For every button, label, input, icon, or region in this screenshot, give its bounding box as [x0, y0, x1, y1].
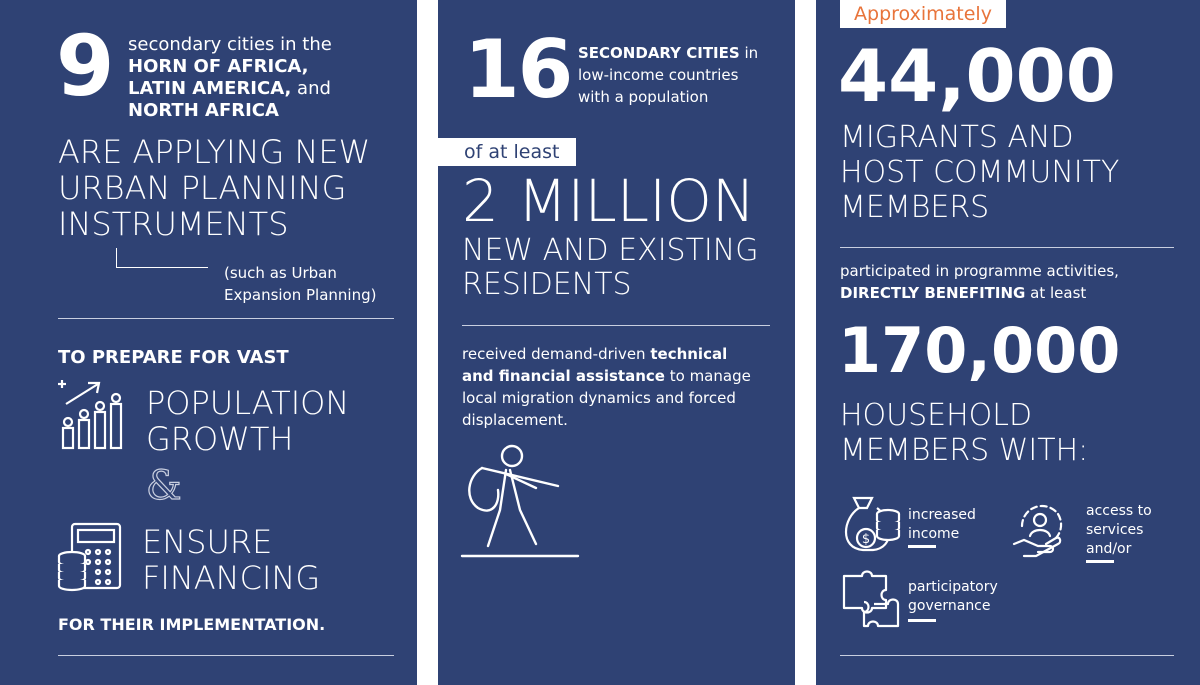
benefit-line: income: [908, 526, 960, 542]
migrants-text: [840, 120, 1119, 225]
migrants-line: MEMBERS: [840, 190, 990, 225]
benefit-underline: [908, 619, 936, 622]
divider: [58, 655, 394, 656]
footer-implementation: FOR THEIR IMPLEMENTATION.: [58, 615, 326, 634]
benefit-services: [1086, 502, 1152, 559]
note-line: (such as Urban: [224, 264, 337, 282]
big-number-44000: 44,000: [838, 34, 1116, 118]
assist-bold: technical: [650, 345, 728, 363]
cities-line: low-income countries: [578, 66, 739, 84]
population-growth-icon: [56, 378, 128, 452]
household-line: HOUSEHOLD: [840, 398, 1033, 433]
benefit-line: increased: [908, 507, 976, 523]
divider: [840, 247, 1174, 248]
cities-in: in: [739, 44, 759, 62]
connector-vertical: [116, 248, 117, 268]
cities-text: [578, 42, 788, 108]
calculator-coins-icon: [56, 522, 124, 594]
region-north-africa: NORTH AFRICA: [128, 100, 279, 121]
goal-line: POPULATION: [146, 384, 350, 422]
intro-and: and: [291, 78, 331, 99]
tag-approximately: Approximately: [840, 0, 1006, 28]
participated-text: [840, 260, 1190, 304]
benefit-line: access to: [1086, 503, 1152, 519]
migrants-line: HOST COMMUNITY: [840, 155, 1120, 190]
benefit-underline: [1086, 560, 1114, 563]
benefit-underline: [908, 545, 936, 548]
region-latin-america: LATIN AMERICA,: [128, 78, 292, 99]
participated-line: at least: [1025, 284, 1087, 302]
stat-2-million: 2 MILLION: [462, 167, 756, 235]
goal-line: ENSURE: [142, 523, 273, 561]
tag-of-at-least: of at least: [438, 138, 576, 166]
intro-text: [128, 34, 408, 122]
benefit-governance: [908, 578, 998, 616]
connector-horizontal: [116, 267, 208, 268]
assist-text: received demand-driven: [462, 345, 651, 363]
svg-text:$: $: [861, 532, 871, 547]
cities-bold: SECONDARY CITIES: [578, 44, 740, 62]
benefit-income: [908, 506, 976, 544]
big-number-9: 9: [56, 17, 115, 115]
goal-population-growth: [146, 385, 349, 457]
goal-line: GROWTH: [146, 420, 294, 458]
panel-migrants: [816, 0, 1200, 685]
goal-line: FINANCING: [142, 559, 321, 597]
headline-line: INSTRUMENTS: [58, 205, 289, 243]
participated-line: participated in programme activities,: [840, 262, 1119, 280]
big-number-16: 16: [464, 23, 572, 116]
migrants-line: MIGRANTS AND: [840, 120, 1074, 155]
cities-line: with a population: [578, 88, 709, 106]
household-text: [840, 398, 1088, 468]
participated-bold: DIRECTLY BENEFITING: [840, 284, 1026, 302]
assist-text: displacement.: [462, 411, 568, 429]
assist-bold: and financial assistance: [462, 367, 665, 385]
ampersand: &: [146, 463, 182, 509]
panel-secondary-cities: [438, 0, 795, 685]
intro-pre: secondary cities in the: [128, 34, 332, 55]
divider: [840, 655, 1174, 656]
household-line: MEMBERS WITH:: [840, 433, 1089, 468]
assist-text: to manage: [664, 367, 751, 385]
goal-ensure-financing: [142, 524, 320, 596]
region-horn-of-africa: HORN OF AFRICA,: [128, 56, 309, 77]
example-note: [224, 262, 376, 306]
money-bag-icon: [840, 494, 902, 554]
assist-text: local migration dynamics and forced: [462, 389, 736, 407]
note-line: Expansion Planning): [224, 286, 377, 304]
residents-line: RESIDENTS: [462, 267, 632, 302]
prepare-heading: TO PREPARE FOR VAST: [58, 347, 289, 368]
hand-person-services-icon: [1012, 498, 1068, 560]
divider: [462, 325, 770, 326]
assistance-text: [462, 343, 782, 431]
headline-line: ARE APPLYING NEW: [58, 133, 371, 171]
divider: [58, 318, 394, 319]
big-number-170000: 170,000: [838, 314, 1121, 387]
benefit-line: participatory: [908, 579, 998, 595]
migrant-walking-icon: [462, 440, 582, 560]
panel-urban-planning: [0, 0, 417, 685]
residents-text: [462, 234, 758, 302]
benefit-line: governance: [908, 598, 991, 614]
benefit-line: services: [1086, 522, 1144, 538]
headline-line: URBAN PLANNING: [58, 169, 347, 207]
residents-line: NEW AND EXISTING: [462, 233, 759, 268]
headline-applying: [58, 134, 370, 242]
benefit-line: and/or: [1086, 541, 1132, 557]
puzzle-icon: [840, 572, 902, 632]
